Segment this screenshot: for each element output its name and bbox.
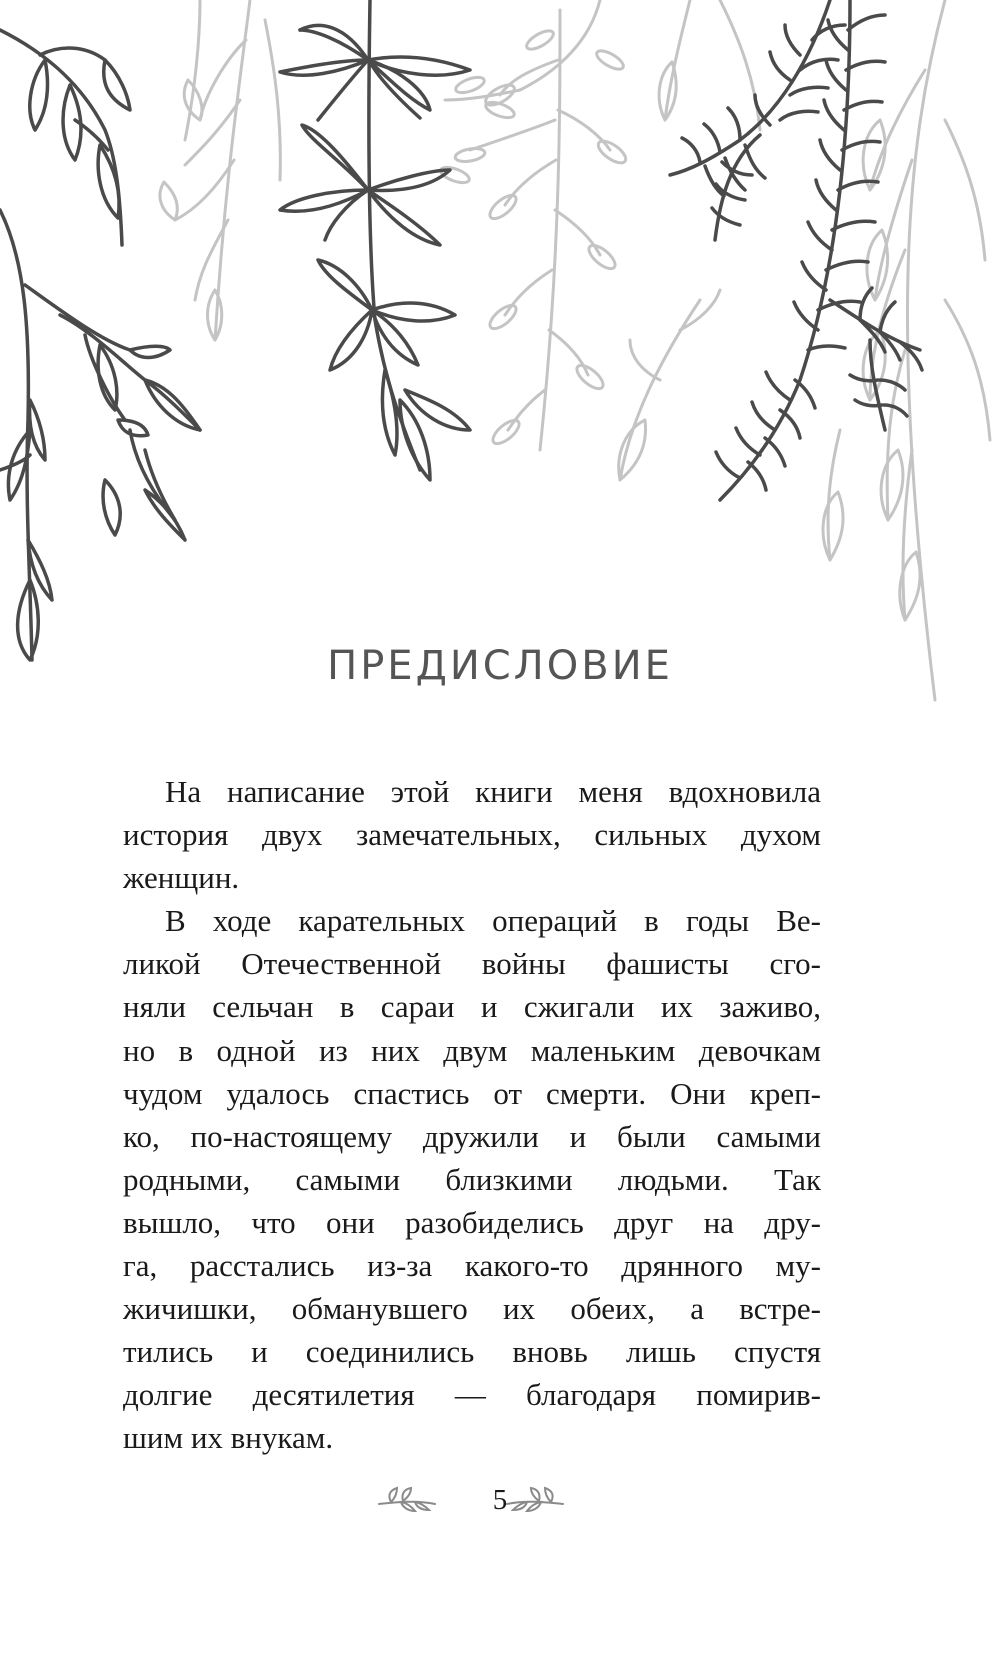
page-footer xyxy=(0,1476,1000,1526)
text-line: На написание этой книги меня вдохновила xyxy=(165,774,821,809)
paragraph-1 xyxy=(123,770,821,899)
paragraph-2 xyxy=(123,899,821,1459)
text-line: но в одной из них двум маленьким девочкам xyxy=(123,1032,821,1068)
text-line: га, расстались из-за какого-то дрянного му- xyxy=(123,1248,821,1284)
page-number: 5 xyxy=(492,1484,508,1516)
text-line: шим их внукам. xyxy=(123,1420,334,1456)
text-line: чудом удалось спастись от смерти. Они креп- xyxy=(123,1075,821,1111)
text-line: В ходе карательных операций в годы Ве- xyxy=(165,903,821,939)
text-line: няли сельчан в сараи и сжигали их заживо, xyxy=(123,989,821,1025)
text-line: жичишки, обманувшего их обеих, а встре- xyxy=(123,1291,821,1327)
text-line: женщин. xyxy=(123,860,240,896)
right-sprig-icon xyxy=(505,1484,565,1514)
hanging-branches-illustration xyxy=(0,0,1000,740)
text-line: ко, по-настоящему дружили и были самыми xyxy=(123,1118,821,1154)
text-line: вышло, что они разобиделись друг на дру- xyxy=(123,1204,821,1240)
light-branches xyxy=(160,0,990,700)
text-line: ликой Отечественной войны фашисты сго- xyxy=(123,946,821,982)
text-line: родными, самыми близкими людьми. Так xyxy=(123,1161,821,1197)
text-line: тились и соединились вновь лишь спустя xyxy=(123,1334,821,1370)
text-line: история двух замечательных, сильных духом xyxy=(123,817,821,853)
text-line: долгие десятилетия — благодаря помирив- xyxy=(123,1377,821,1413)
body-text xyxy=(123,770,821,1460)
chapter-heading: ПРЕДИСЛОВИЕ xyxy=(327,643,673,689)
